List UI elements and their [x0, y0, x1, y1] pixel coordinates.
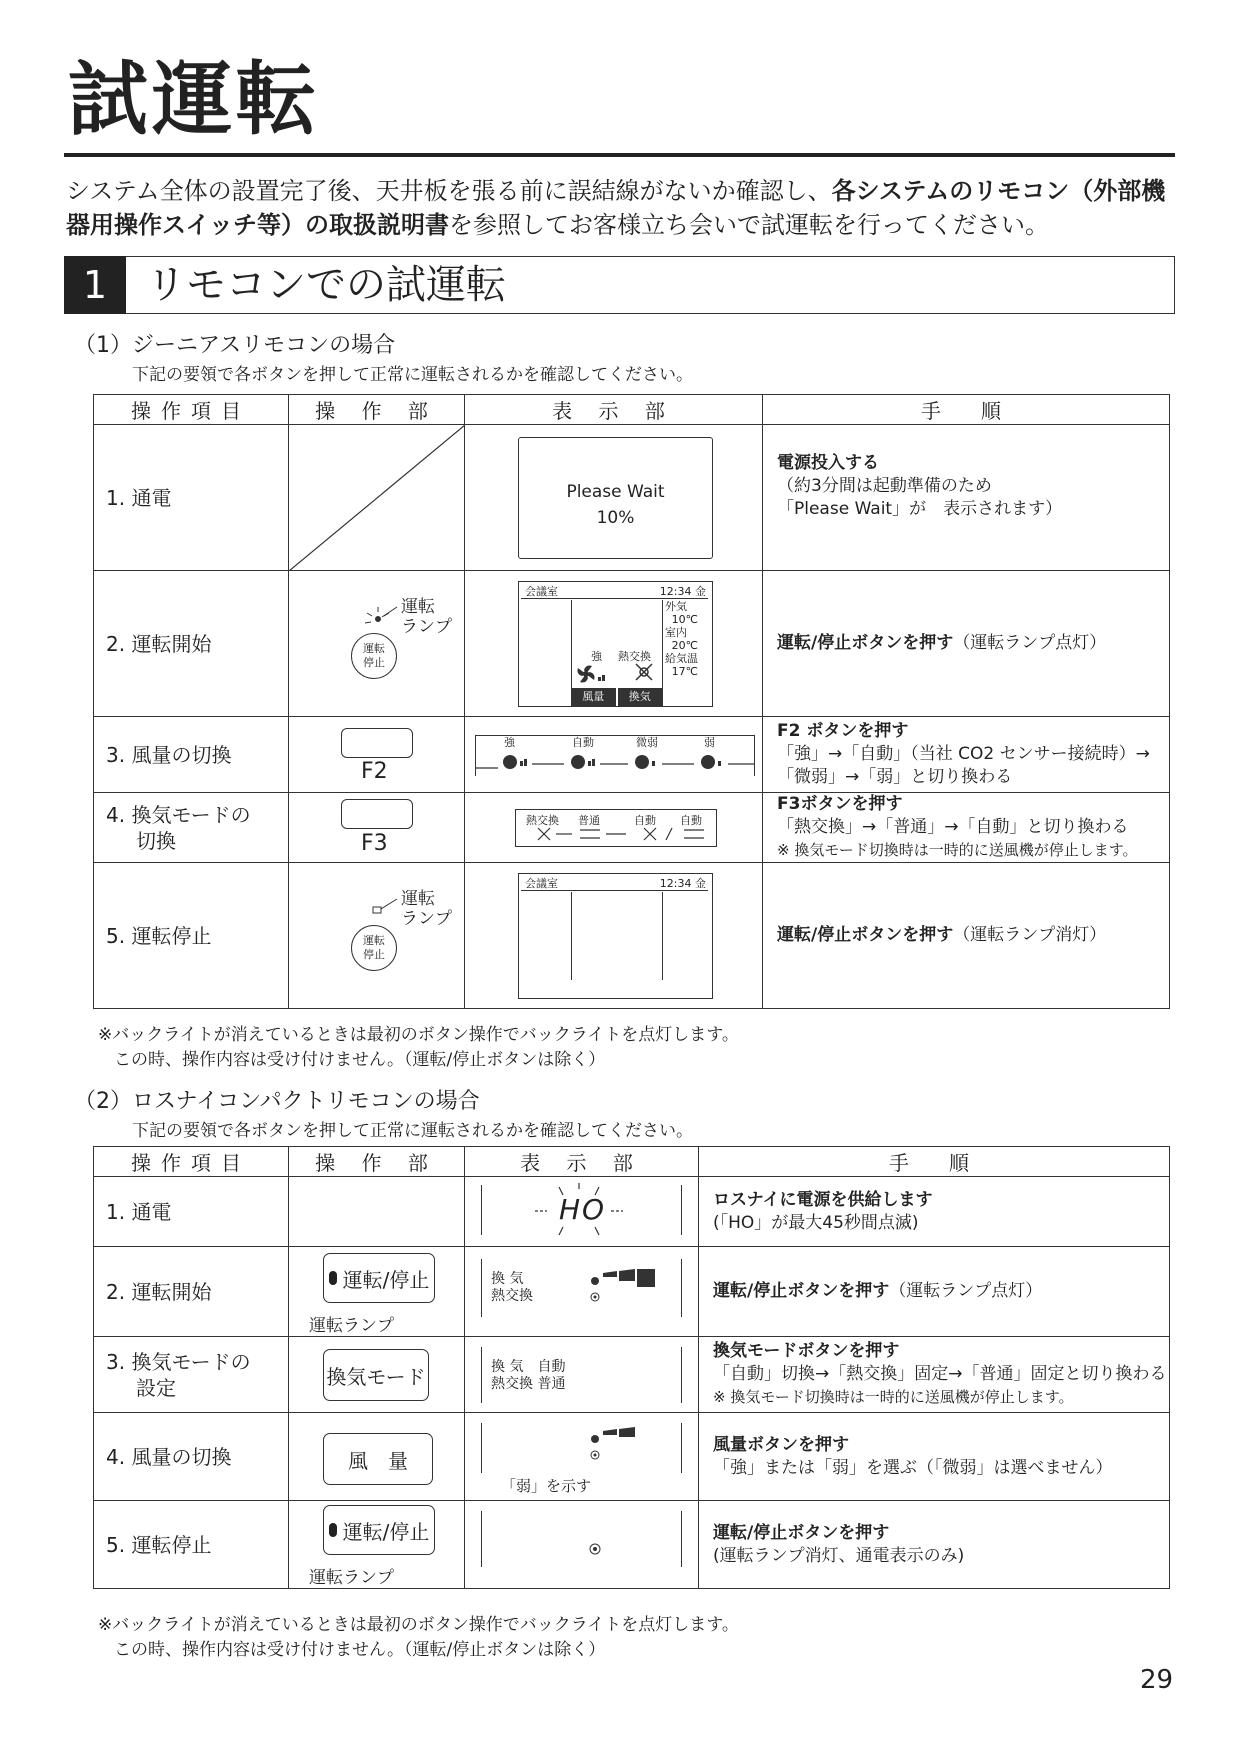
procedure-cell [699, 1501, 1170, 1589]
procedure-cell [699, 1337, 1170, 1413]
item-line-1: 4. 換気モードの [106, 802, 251, 827]
proc-line-3: 「微弱」→「弱」と切り換わる [777, 767, 1013, 787]
header-operation-item: 操作項目 [94, 1147, 289, 1177]
btn-label-2: 停止 [363, 948, 385, 961]
proc-line-2: (「HO」が最大45秒間点滅) [713, 1212, 919, 1233]
proc-line-3: ※ 換気モード切換時は一時的に送風機が停止します。 [777, 841, 1138, 859]
proc-bold: 電源投入する [777, 453, 879, 473]
flow-weak: 弱 [704, 736, 715, 749]
lcd-sup-temp: 17℃ [671, 665, 698, 678]
lamp-label-1: 運転 [401, 889, 435, 909]
diagonal-slash [289, 425, 465, 571]
lcd-in-label: 室内 [665, 626, 687, 639]
display-cell [465, 1413, 699, 1501]
control-cell [289, 717, 465, 793]
section-title: リモコンでの試運転 [146, 262, 506, 308]
part2-note: 下記の要領で各ボタンを押して正常に運転されるかを確認してください。 [132, 1121, 693, 1141]
proc-bold: 運転/停止ボタンを押す [713, 1281, 890, 1301]
lamp-label [401, 889, 452, 929]
table-row [94, 1501, 1170, 1589]
proc-bold: 運転/停止ボタンを押す [713, 1522, 890, 1543]
lcd-please-wait [518, 437, 713, 559]
header-display: 表 示 部 [465, 395, 763, 425]
intro-text-1: システム全体の設置完了後、天井板を張る前に誤結線がないか確認し、 [66, 177, 832, 205]
proc-tail: （運転ランプ点灯） [953, 633, 1107, 653]
btn-label-2: 停止 [363, 656, 385, 669]
table-row [94, 863, 1170, 1009]
lcd-line-2: 熱交換 普通 [491, 1376, 566, 1392]
lamp-label [401, 597, 452, 637]
lamp-label: 運転ランプ [309, 1568, 394, 1588]
control-cell [289, 1247, 465, 1337]
lcd-tabs [571, 688, 662, 706]
proc-bold: ロスナイに電源を供給します [713, 1189, 933, 1210]
lcd-line-2: 10% [596, 508, 635, 528]
lcd-labels [491, 1271, 533, 1305]
lcd-line-1: Please Wait [566, 482, 665, 502]
flow-heat-exchange: 熱交換 [526, 814, 559, 827]
lcd-line-1: 換 気 [491, 1271, 524, 1287]
proc-bold: 風量ボタンを押す [713, 1434, 849, 1455]
procedure-cell [763, 571, 1170, 717]
display-cell [465, 425, 763, 571]
lcd-line-2: 熱交換 [491, 1288, 533, 1304]
lcd-weak-note: 「弱」を示す [501, 1477, 592, 1495]
lcd-labels [491, 1359, 565, 1393]
page-title: 試運転 [68, 53, 320, 146]
f3-label: F3 [361, 831, 388, 856]
lamp-icon [329, 1523, 337, 1537]
item-label: 5. 運転停止 [94, 863, 289, 1009]
lamp-on-icon [329, 1271, 337, 1285]
btn-label-1: 運転 [363, 934, 385, 947]
lcd-room-name: 会議室 [525, 877, 558, 890]
power-indicator-icon [585, 1539, 605, 1559]
btn-label-1: 運転 [363, 642, 385, 655]
item-label: 1. 通電 [94, 425, 289, 571]
genius-remote-table [93, 394, 1170, 1009]
intro-text-2: を参照してお客様立ち会いで試運転を行ってください。 [449, 211, 1050, 239]
part1-footnote-1: ※バックライトが消えているときは最初のボタン操作でバックライトを点灯します。 [98, 1025, 739, 1045]
run-stop-button[interactable] [351, 633, 397, 679]
procedure-cell [763, 425, 1170, 571]
control-cell [289, 1501, 465, 1589]
lcd-ho: HO [559, 1193, 607, 1226]
display-cell [465, 1177, 699, 1247]
lcd-room-name: 会議室 [525, 585, 558, 598]
proc-line-3: ※ 換気モード切換時は一時的に送風機が停止します。 [713, 1388, 1074, 1406]
lamp-label-2: ランプ [401, 909, 452, 929]
lcd-tab-ventilation: 換気 [618, 688, 663, 706]
procedure-cell [763, 793, 1170, 863]
run-stop-key[interactable] [323, 1505, 435, 1555]
vent-mode-flow-diagram [515, 809, 717, 847]
airflow-bars-weak-icon [583, 1425, 643, 1465]
proc-bold: F2 ボタンを押す [777, 721, 909, 741]
lcd-out-temp: 10℃ [671, 613, 698, 626]
section-number: 1 [64, 256, 126, 314]
intro-paragraph [66, 174, 1186, 242]
fan-arrows-icon [476, 750, 754, 780]
header-display: 表 示 部 [465, 1147, 699, 1177]
table-row [94, 717, 1170, 793]
proc-line-2: (運転ランプ消灯、通電表示のみ) [713, 1545, 965, 1566]
header-procedure: 手 順 [699, 1147, 1170, 1177]
run-stop-key[interactable] [323, 1253, 435, 1303]
proc-tail: （運転ランプ点灯） [889, 1281, 1043, 1301]
vent-mode-key[interactable]: 換気モード [323, 1349, 429, 1401]
item-line-2: 設定 [136, 1375, 176, 1400]
header-control: 操 作 部 [289, 395, 465, 425]
part1-note: 下記の要領で各ボタンを押して正常に運転されるかを確認してください。 [132, 365, 693, 385]
procedure-cell [763, 717, 1170, 793]
lcd-out-label: 外気 [665, 600, 687, 613]
display-cell [465, 1337, 699, 1413]
control-cell [289, 793, 465, 863]
lossnay-remote-table [93, 1146, 1170, 1589]
table-row [94, 1247, 1170, 1337]
lcd-line-1: 換 気 自動 [491, 1359, 566, 1375]
part2-heading: （2）ロスナイコンパクトリモコンの場合 [74, 1089, 480, 1114]
procedure-cell [699, 1413, 1170, 1501]
lcd-strong: 強 [591, 650, 602, 663]
lcd-sup-label: 給気温 [665, 652, 698, 665]
table-row [94, 425, 1170, 571]
vent-arrows-icon [516, 826, 716, 844]
key-label: 運転/停止 [342, 1519, 430, 1544]
flow-micro: 微弱 [636, 736, 658, 749]
page-number: 29 [1140, 1665, 1174, 1695]
airflow-key[interactable]: 風 量 [323, 1433, 433, 1485]
item-label-multiline [94, 1337, 289, 1413]
header-operation-item: 操作項目 [94, 395, 289, 425]
control-cell-empty [289, 1177, 465, 1247]
display-cell [465, 717, 763, 793]
control-cell [289, 571, 465, 717]
control-cell [289, 1413, 465, 1501]
flow-strong: 強 [504, 736, 515, 749]
part1-heading: （1）ジーニアスリモコンの場合 [74, 333, 396, 358]
procedure-cell [763, 863, 1170, 1009]
display-cell [465, 1247, 699, 1337]
control-cell [289, 1337, 465, 1413]
lamp-label: 運転ランプ [309, 1316, 394, 1336]
header-procedure: 手 順 [763, 395, 1170, 425]
display-cell [465, 571, 763, 717]
key-label: 運転/停止 [342, 1267, 430, 1292]
intro-text-bold: 各システムのリモコン（外部機器用操作スイッチ等）の取扱説明書 [66, 177, 1166, 239]
airflow-bars-strong-icon [583, 1267, 683, 1307]
flow-auto: 自動 [572, 736, 594, 749]
lcd-status-screen [518, 581, 713, 707]
proc-line-2: 「強」→「自動」（当社 CO2 センサー接続時）→ [777, 744, 1150, 764]
item-line-1: 3. 換気モードの [106, 1349, 251, 1374]
display-cell [465, 793, 763, 863]
proc-line-2: 「熱交換」→「普通」→「自動」と切り換わる [777, 817, 1129, 837]
header-control: 操 作 部 [289, 1147, 465, 1177]
lcd-idle-screen [518, 873, 713, 999]
proc-bold: 運転/停止ボタンを押す [777, 633, 954, 653]
proc-line-2: （約3分間は起動準備のため [777, 476, 992, 496]
procedure-cell [699, 1177, 1170, 1247]
f2-button[interactable] [341, 728, 413, 758]
proc-bold: 運転/停止ボタンを押す [777, 925, 954, 945]
lamp-label-2: ランプ [401, 617, 452, 637]
item-label: 2. 運転開始 [94, 1247, 289, 1337]
procedure-cell [699, 1247, 1170, 1337]
proc-bold: 換気モードボタンを押す [713, 1341, 900, 1361]
lcd-time: 12:34 金 [659, 585, 706, 598]
lamp-label-1: 運転 [401, 597, 435, 617]
proc-line-2: 「強」または「弱」を選ぶ（「微弱」は選べません） [713, 1457, 1113, 1478]
table-row [94, 1337, 1170, 1413]
proc-bold: F3ボタンを押す [777, 794, 903, 814]
lcd-time: 12:34 金 [659, 877, 706, 890]
table-row [94, 571, 1170, 717]
control-cell [289, 863, 465, 1009]
display-cell [465, 1501, 699, 1589]
item-label: 2. 運転開始 [94, 571, 289, 717]
run-stop-button[interactable] [351, 925, 397, 971]
f2-label: F2 [361, 759, 388, 784]
f3-button[interactable] [341, 799, 413, 829]
flow-auto-2: 自動 [680, 814, 702, 827]
table-row [94, 1413, 1170, 1501]
title-rule [64, 153, 1175, 157]
item-line-2: 切換 [136, 828, 176, 853]
display-cell [465, 863, 763, 1009]
lcd-tab-airflow: 風量 [571, 688, 616, 706]
table-row [94, 1177, 1170, 1247]
control-cell-empty [289, 425, 465, 571]
flow-normal: 普通 [578, 814, 600, 827]
item-label: 5. 運転停止 [94, 1501, 289, 1589]
item-label: 3. 風量の切換 [94, 717, 289, 793]
lcd-heat-exchange: 熱交換 [618, 650, 651, 663]
lcd-in-temp: 20℃ [671, 639, 698, 652]
item-label: 4. 風量の切換 [94, 1413, 289, 1501]
part2-footnote-1: ※バックライトが消えているときは最初のボタン操作でバックライトを点灯します。 [98, 1615, 739, 1635]
part2-footnote-2: この時、操作内容は受け付けません。（運転/停止ボタンは除く） [114, 1640, 606, 1660]
proc-line-3: 「Please Wait」が 表示されます） [777, 499, 1063, 519]
proc-tail: （運転ランプ消灯） [953, 925, 1107, 945]
flow-auto-1: 自動 [634, 814, 656, 827]
item-label: 1. 通電 [94, 1177, 289, 1247]
part1-footnote-2: この時、操作内容は受け付けません。（運転/停止ボタンは除く） [114, 1050, 606, 1070]
item-label-multiline [94, 793, 289, 863]
airflow-flow-diagram [475, 735, 755, 776]
proc-line-2: 「自動」切換→「熱交換」固定→「普通」固定と切り換わる [713, 1364, 1167, 1384]
table-row [94, 793, 1170, 863]
